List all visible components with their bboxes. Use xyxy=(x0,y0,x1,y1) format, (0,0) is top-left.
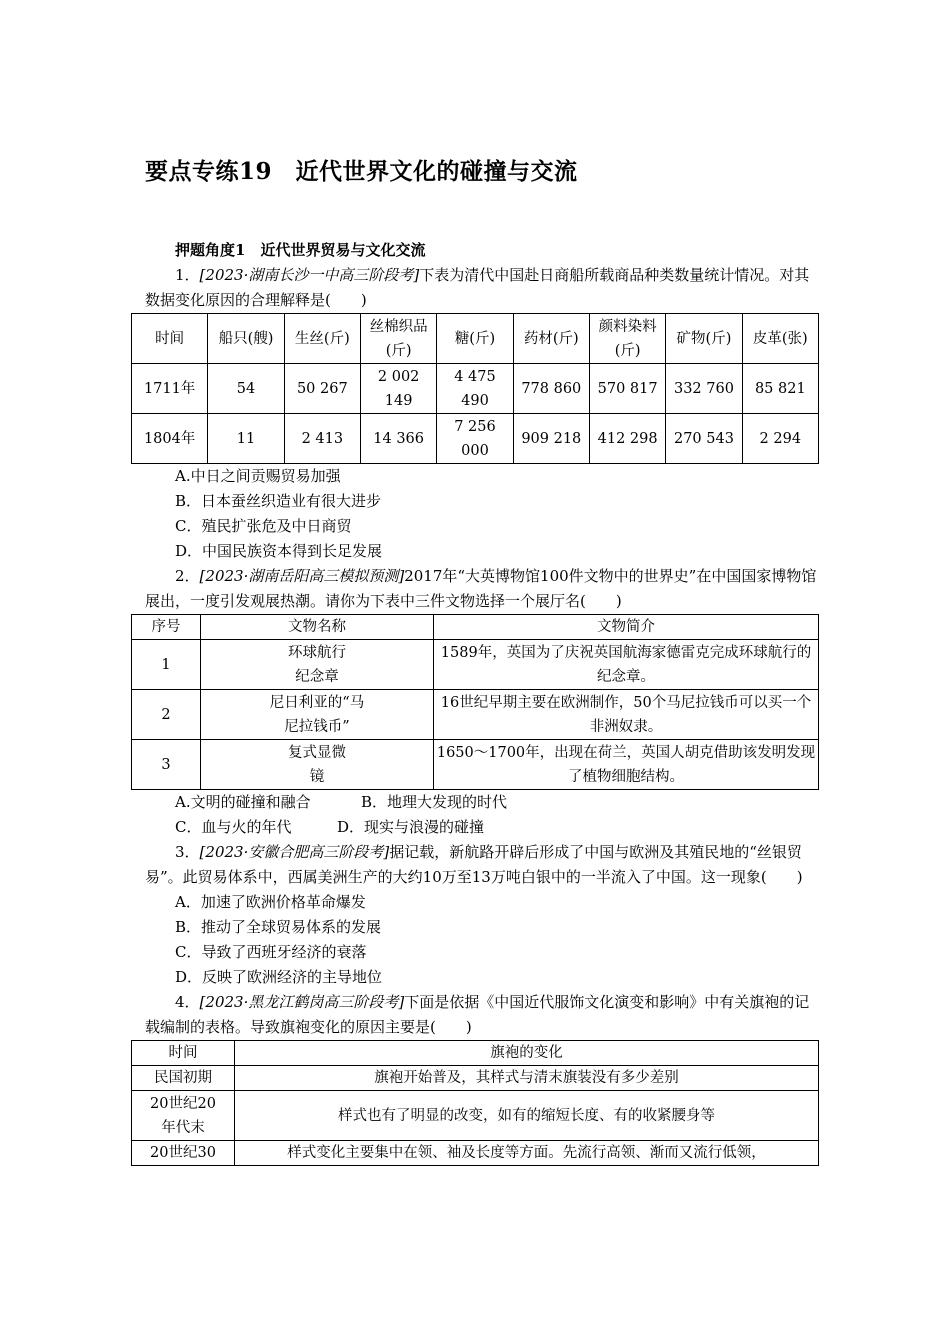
table-row: 20世纪20年代末 样式也有了明显的改变，如有的缩短长度、有的收紧腰身等 xyxy=(132,1091,819,1141)
option: B．日本蚕丝织造业有很大进步 xyxy=(175,492,382,510)
option: A.中日之间贡赐贸易加强 xyxy=(175,467,341,485)
content xyxy=(145,238,818,1166)
option: C．殖民扩张危及中日商贸 xyxy=(175,517,352,535)
table-row: 1711年 54 50 267 2 002 149 4 475 490 778 860 570 817 332 760 85 821 xyxy=(132,364,819,414)
question-4: 4．[2023·黑龙江鹤岗高三阶段考]下面是依据《中国近代服饰文化演变和影响》中有关旗袍的记载编制的表格。导致旗袍变化的原因主要是( ) xyxy=(145,993,810,1036)
table-header: 时间 xyxy=(132,1041,235,1066)
table-header: 生丝(斤) xyxy=(284,314,360,364)
question-1: 1．[2023·湖南长沙一中高三阶段考]下表为清代中国赴日商船所载商品种类数量统计情况。对其数据变化原因的合理解释是( ) xyxy=(145,266,810,309)
table-header: 船只(艘) xyxy=(208,314,284,364)
table-header: 文物名称 xyxy=(201,615,434,640)
option: A．加速了欧洲价格革命爆发 xyxy=(175,893,366,911)
table-header: 药材(斤) xyxy=(513,314,589,364)
table-row: 1 环球航行纪念章 1589年，英国为了庆祝英国航海家德雷克完成环球航行的纪念章。 xyxy=(132,640,819,690)
table-row: 20世纪30 样式变化主要集中在领、袖及长度等方面。先流行高领、渐而又流行低领， xyxy=(132,1141,819,1166)
section-heading: 押题角度1 近代世界贸易与文化交流 xyxy=(175,241,426,259)
option: B．地理大发现的时代 xyxy=(361,793,508,811)
option: C．血与火的年代 xyxy=(175,818,292,836)
option: D．反映了欧洲经济的主导地位 xyxy=(175,968,383,986)
question-2: 2．[2023·湖南岳阳高三模拟预测]2017年“大英博物馆100件文物中的世界史”在中国国家博物馆展出，一度引发观展热潮。请你为下表中三件文物选择一个展厅名( ) xyxy=(145,567,817,610)
table-header: 皮革(张) xyxy=(742,314,818,364)
table-header: 糖(斤) xyxy=(437,314,513,364)
page-title: 要点专练19 近代世界文化的碰撞与交流 xyxy=(145,158,578,185)
table-header: 丝棉织品(斤) xyxy=(360,314,436,364)
table-1 xyxy=(131,313,819,464)
table-header: 文物简介 xyxy=(434,615,819,640)
table-3 xyxy=(131,1040,819,1166)
table-header: 颜料染料(斤) xyxy=(589,314,665,364)
question-3: 3．[2023·安徽合肥高三阶段考]据记载，新航路开辟后形成了中国与欧洲及其殖民地的“丝银贸易”。此贸易体系中，西属美洲生产的大约10万至13万吨白银中的一半流入了中国。这一现象( ) xyxy=(145,843,803,886)
table-row: 3 复式显微镜 1650～1700年，出现在荷兰，英国人胡克借助该发明发现了植物细胞结构。 xyxy=(132,740,819,790)
option: B．推动了全球贸易体系的发展 xyxy=(175,918,382,936)
option: C．导致了西班牙经济的衰落 xyxy=(175,943,367,961)
option-row xyxy=(145,790,818,815)
table-row: 1804年 11 2 413 14 366 7 256 000 909 218 412 298 270 543 2 294 xyxy=(132,414,819,464)
table-row: 民国初期 旗袍开始普及，其样式与清末旗装没有多少差别 xyxy=(132,1066,819,1091)
option-row xyxy=(145,815,818,840)
table-header: 序号 xyxy=(132,615,201,640)
table-2 xyxy=(131,614,819,790)
table-row: 2 尼日利亚的“马尼拉钱币” 16世纪早期主要在欧洲制作，50个马尼拉钱币可以买一个非洲奴隶。 xyxy=(132,690,819,740)
table-header: 时间 xyxy=(132,314,208,364)
table-header: 旗袍的变化 xyxy=(235,1041,819,1066)
table-header: 矿物(斤) xyxy=(666,314,742,364)
option: D．现实与浪漫的碰撞 xyxy=(337,818,485,836)
option: D．中国民族资本得到长足发展 xyxy=(175,542,383,560)
option: A.文明的碰撞和融合 xyxy=(175,793,311,811)
